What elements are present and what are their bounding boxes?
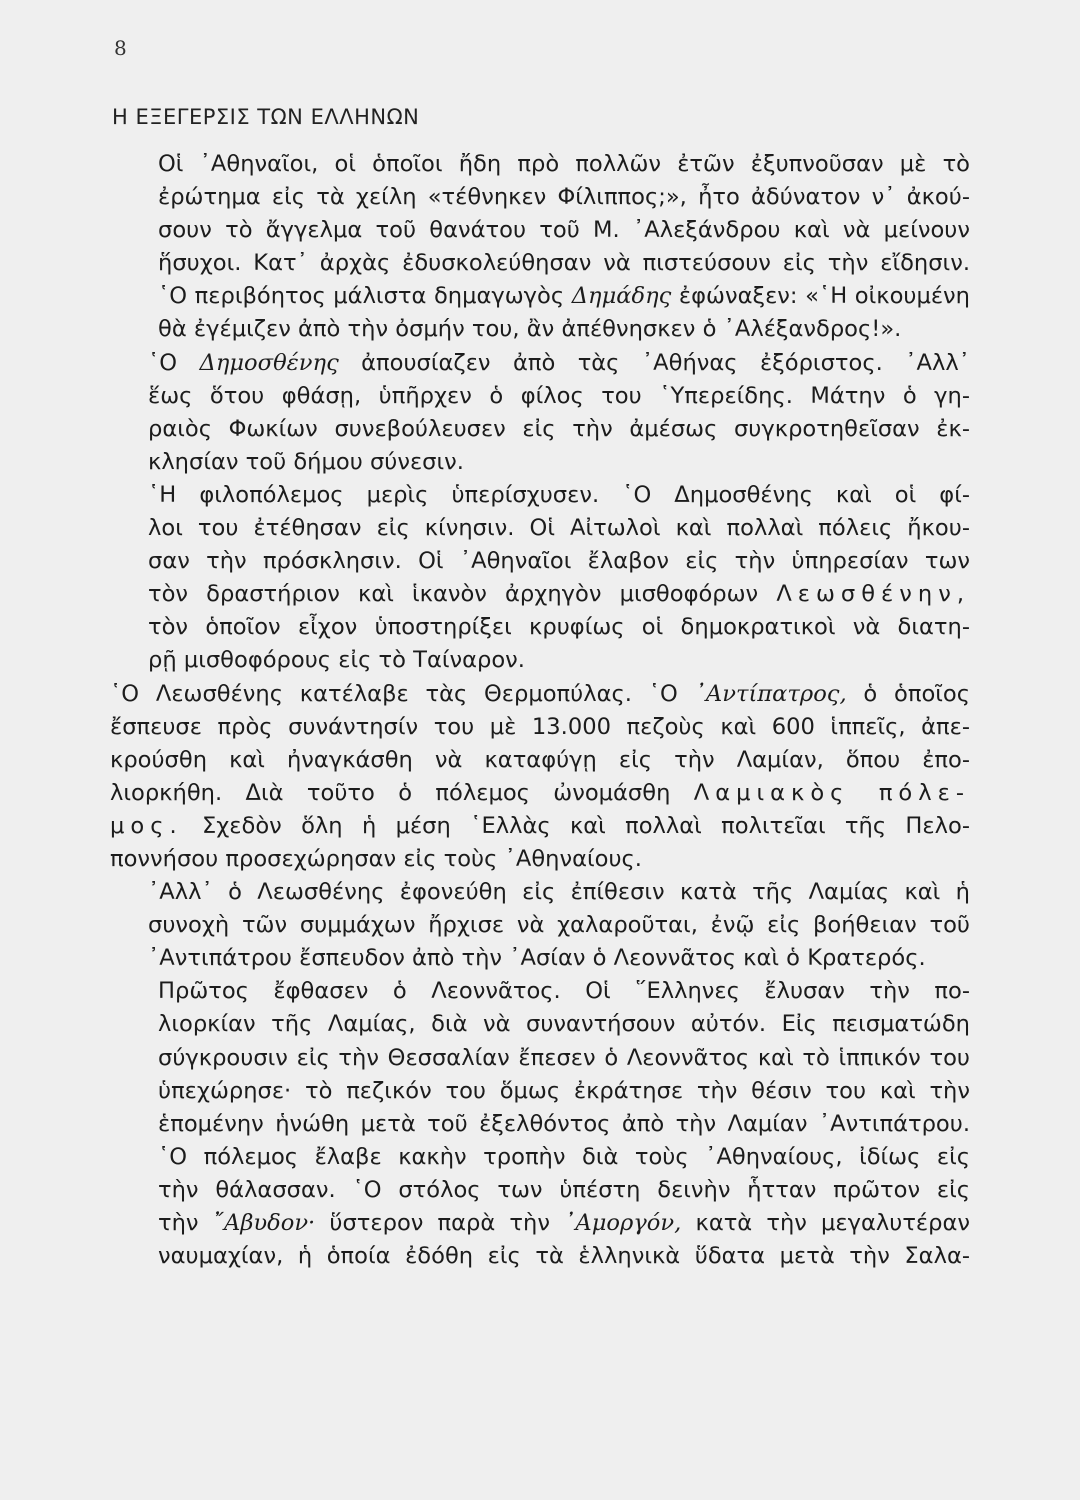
paragraph-1 bbox=[110, 148, 970, 347]
text-line: ἥσυχοι. Κατ᾿ ἀρχὰς ἐδυσκολεύθησαν νὰ πιστεύσουν εἰς τὴν εἴδησιν. bbox=[158, 250, 970, 277]
text-line: λοι του ἐτέθησαν εἰς κίνησιν. Οἱ Αἰτωλοὶ καὶ πολλαὶ πόλεις ἤκου- bbox=[148, 515, 970, 542]
spaced-name: Λεωσθένην, bbox=[776, 581, 970, 608]
text-line: Πρῶτος ἔφθασεν ὁ Λεοννᾶτος. Οἱ ῞Ελληνες ἔλυσαν τὴν πο- bbox=[158, 978, 970, 1005]
text-line: τὸν δραστήριον καὶ ἱκανὸν ἀρχηγὸν μισθοφόρων Λεωσθένην, bbox=[148, 581, 970, 608]
text-line: ἔσπευσε πρὸς συνάντησίν του μὲ 13.000 πεζοὺς καὶ 600 ἱππεῖς, ἀπε- bbox=[110, 713, 970, 740]
text-line: λιορκήθη. Διὰ τοῦτο ὁ πόλεμος ὠνομάσθη Λαμιακὸς πόλε- bbox=[110, 779, 970, 806]
running-head: Η ΕΞΕΓΕΡΣΙΣ ΤΩΝ ΕΛΛΗΝΩΝ bbox=[112, 105, 420, 129]
text-line: ὑπεχώρησε· τὸ πεζικόν του ὅμως ἐκράτησε τὴν θέσιν του καὶ τὴν bbox=[158, 1077, 970, 1104]
text-line: ᾿Αντιπάτρου ἔσπευδον ἀπὸ τὴν ᾿Ασίαν ὁ Λεοννᾶτος καὶ ὁ Κρατερός. bbox=[148, 945, 926, 972]
paragraph-3 bbox=[110, 479, 970, 678]
text-line: τὴν θάλασσαν. ῾Ο στόλος των ὑπέστη δεινὴν ἧτταν πρῶτον εἰς bbox=[158, 1176, 970, 1203]
italic-name: Δημοσθένης bbox=[199, 349, 339, 376]
text-line: ἑπομένην ἡνώθη μετὰ τοῦ ἐξελθόντος ἀπὸ τὴν Λαμίαν ᾿Αντιπάτρου. bbox=[158, 1110, 970, 1137]
text-line: σουν τὸ ἄγγελμα τοῦ θανάτου τοῦ Μ. ᾿Αλεξάνδρου καὶ νὰ μείνουν bbox=[158, 217, 970, 244]
text-line: ῾Ο Λεωσθένης κατέλαβε τὰς Θερμοπύλας. ῾Ο ᾿Αντίπατρος, ὁ ὁποῖος bbox=[110, 680, 971, 707]
paragraph-6 bbox=[110, 975, 970, 1273]
spaced-name: Λαμιακὸς πόλε- bbox=[693, 779, 970, 806]
italic-name: Δημάδης bbox=[571, 283, 672, 310]
text-line: ῾Ο περιβόητος μάλιστα δημαγωγὸς Δημάδης ἐφώναξεν: «῾Η οἰκουμένη bbox=[158, 283, 971, 310]
paragraph-5 bbox=[110, 876, 970, 975]
text-line: θὰ ἐγέμιζεν ἀπὸ τὴν ὀσμήν του, ἂν ἀπέθνησκεν ὁ ᾿Αλέξανδρος!». bbox=[158, 316, 902, 343]
text-line: ᾿Αλλ᾿ ὁ Λεωσθένης ἐφονεύθη εἰς ἐπίθεσιν κατὰ τῆς Λαμίας καὶ ἡ bbox=[148, 879, 970, 906]
text-line: σύγκρουσιν εἰς τὴν Θεσσαλίαν ἔπεσεν ὁ Λεοννᾶτος καὶ τὸ ἱππικόν του bbox=[158, 1044, 970, 1071]
page-number: 8 bbox=[114, 36, 127, 60]
text-line: ῾Η φιλοπόλεμος μερὶς ὑπερίσχυσεν. ῾Ο Δημοσθένης καὶ οἱ φί- bbox=[148, 481, 970, 508]
text-line: κλησίαν τοῦ δήμου σύνεσιν. bbox=[148, 448, 464, 475]
text-line: ἕως ὅτου φθάσῃ, ὑπῆρχεν ὁ φίλος του ῾Υπερείδης. Μάτην ὁ γη- bbox=[148, 382, 970, 409]
text-line: κρούσθη καὶ ἠναγκάσθη νὰ καταφύγῃ εἰς τὴν Λαμίαν, ὅπου ἐπο- bbox=[110, 746, 970, 773]
spaced-name: μος. bbox=[110, 812, 183, 839]
italic-name: ῎Αβυδον· bbox=[212, 1210, 316, 1236]
text-line: μος. Σχεδὸν ὅλη ἡ μέση ῾Ελλὰς καὶ πολλαὶ πολιτεῖαι τῆς Πελο- bbox=[110, 812, 970, 839]
text-line: λιορκίαν τῆς Λαμίας, διὰ νὰ συναντήσουν αὐτόν. Εἰς πεισματώδη bbox=[158, 1011, 970, 1038]
paragraph-2 bbox=[110, 347, 970, 479]
text-line: τὸν ὁποῖον εἶχον ὑποστηρίξει κρυφίως οἱ δημοκρατικοὶ νὰ διατη- bbox=[148, 614, 970, 641]
text-line: Οἱ ᾿Αθηναῖοι, οἱ ὁποῖοι ἤδη πρὸ πολλῶν ἐτῶν ἐξυπνοῦσαν μὲ τὸ bbox=[158, 151, 970, 177]
text-line: συνοχὴ τῶν συμμάχων ἤρχισε νὰ χαλαροῦται, ἐνῷ εἰς βοήθειαν τοῦ bbox=[148, 912, 970, 939]
italic-name: ᾿Αντίπατρος, bbox=[694, 680, 847, 707]
text-line: σαν τὴν πρόσκλησιν. Οἱ ᾿Αθηναῖοι ἔλαβον εἰς τὴν ὑπηρεσίαν των bbox=[148, 548, 970, 575]
text-line: ἐρώτημα εἰς τὰ χείλη «τέθνηκεν Φίλιππος;», ἦτο ἀδύνατον ν᾿ ἀκού- bbox=[158, 184, 970, 211]
text-line: τὴν ῎Αβυδον· ὕστερον παρὰ τὴν ᾿Αμοργόν, κατὰ τὴν μεγαλυτέραν bbox=[158, 1210, 971, 1236]
text-line: ραιὸς Φωκίων συνεβούλευσεν εἰς τὴν ἀμέσως συγκροτηθεῖσαν ἐκ- bbox=[148, 415, 970, 442]
text-line: ῾Ο Δημοσθένης ἀπουσίαζεν ἀπὸ τὰς ᾿Αθήνας ἐξόριστος. ᾿Αλλ᾿ bbox=[148, 349, 970, 376]
body-text bbox=[110, 148, 970, 1273]
text-line: ρῇ μισθοφόρους εἰς τὸ Ταίναρον. bbox=[148, 647, 525, 674]
text-line: ναυμαχίαν, ἡ ὁποία ἐδόθη εἰς τὰ ἑλληνικὰ ὕδατα μετὰ τὴν Σαλα- bbox=[158, 1243, 970, 1270]
paragraph-4 bbox=[110, 678, 970, 877]
text-line: ποννήσου προσεχώρησαν εἰς τοὺς ᾿Αθηναίους. bbox=[110, 845, 642, 872]
italic-name: ᾿Αμοργόν, bbox=[564, 1210, 682, 1236]
text-line: ῾Ο πόλεμος ἔλαβε κακὴν τροπὴν διὰ τοὺς ᾿Αθηναίους, ἰδίως εἰς bbox=[158, 1143, 970, 1170]
